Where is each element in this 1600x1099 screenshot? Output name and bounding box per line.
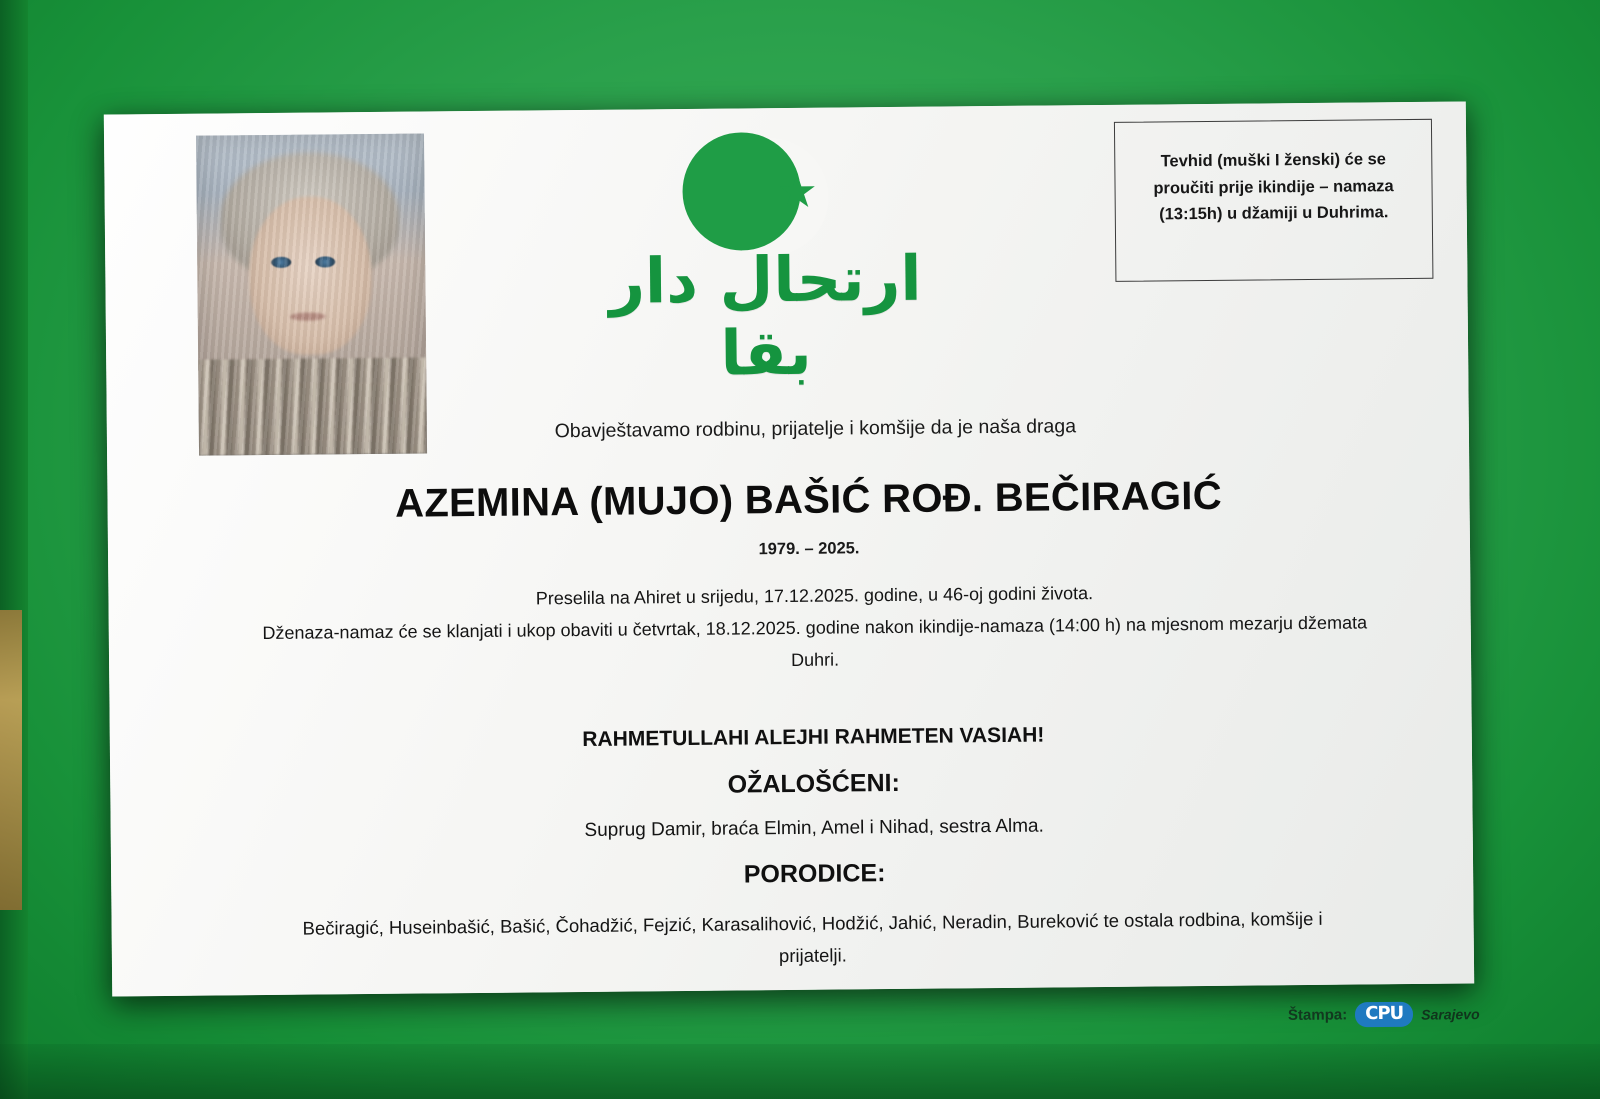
poster-surface [104, 101, 1474, 996]
tevhid-notice-box: Tevhid (muški I ženski) će se proučiti prije ikindije – namaza (13:15h) u džamiji u Duhrima. [1114, 119, 1434, 282]
announcement-intro: Obavještavamo rodbinu, prijatelje i komšije da je naša draga [554, 415, 1077, 443]
prayer-line: RAHMETULLAHI ALEJHI RAHMETEN VASIAH! [582, 723, 1045, 751]
printer-city: Sarajevo [1421, 1005, 1481, 1023]
mourners-list: Suprug Damir, braća Elmin, Amel i Nihad, sestra Alma. [584, 815, 1044, 841]
arabic-calligraphy: ارتحال دار بقا [608, 241, 922, 390]
board-left-edge [0, 0, 28, 1099]
life-years: 1979. – 2025. [758, 539, 860, 559]
obituary-poster [104, 101, 1474, 996]
printer-label: Štampa: [1288, 1006, 1348, 1024]
deceased-name: AZEMINA (MUJO) BAŠIĆ ROĐ. BEČIRAGIĆ [394, 473, 1223, 526]
passing-line: Preselila na Ahiret u srijedu, 17.12.2025. godine, u 46-oj godini života. [535, 583, 1094, 609]
star-icon: ★ [776, 164, 819, 218]
mourners-heading: OŽALOŠĆENI: [727, 768, 900, 799]
wood-edge [0, 610, 22, 910]
funeral-line: Dženaza-namaz će se klanjati i ukop obaviti u četvrtak, 18.12.2025. godine nakon ikindije-namaza (14:00 h) na mjesnom mezarju džemata Duhri. [262, 612, 1368, 671]
photo-face [249, 196, 373, 355]
board-bottom-shade [0, 1044, 1600, 1099]
details-paragraph [258, 574, 1371, 681]
printer-credit [1288, 1001, 1480, 1028]
portrait-photo [196, 133, 427, 455]
printer-logo: CPU [1355, 1002, 1413, 1028]
families-heading: PORODICE: [743, 859, 886, 889]
families-list: Bečiragić, Huseinbašić, Bašić, Čohadžić, Fejzić, Karasalihović, Hodžić, Jahić, Neradin, Bureković te ostala rodbina, komšije i prijatelji. [302, 907, 1323, 967]
